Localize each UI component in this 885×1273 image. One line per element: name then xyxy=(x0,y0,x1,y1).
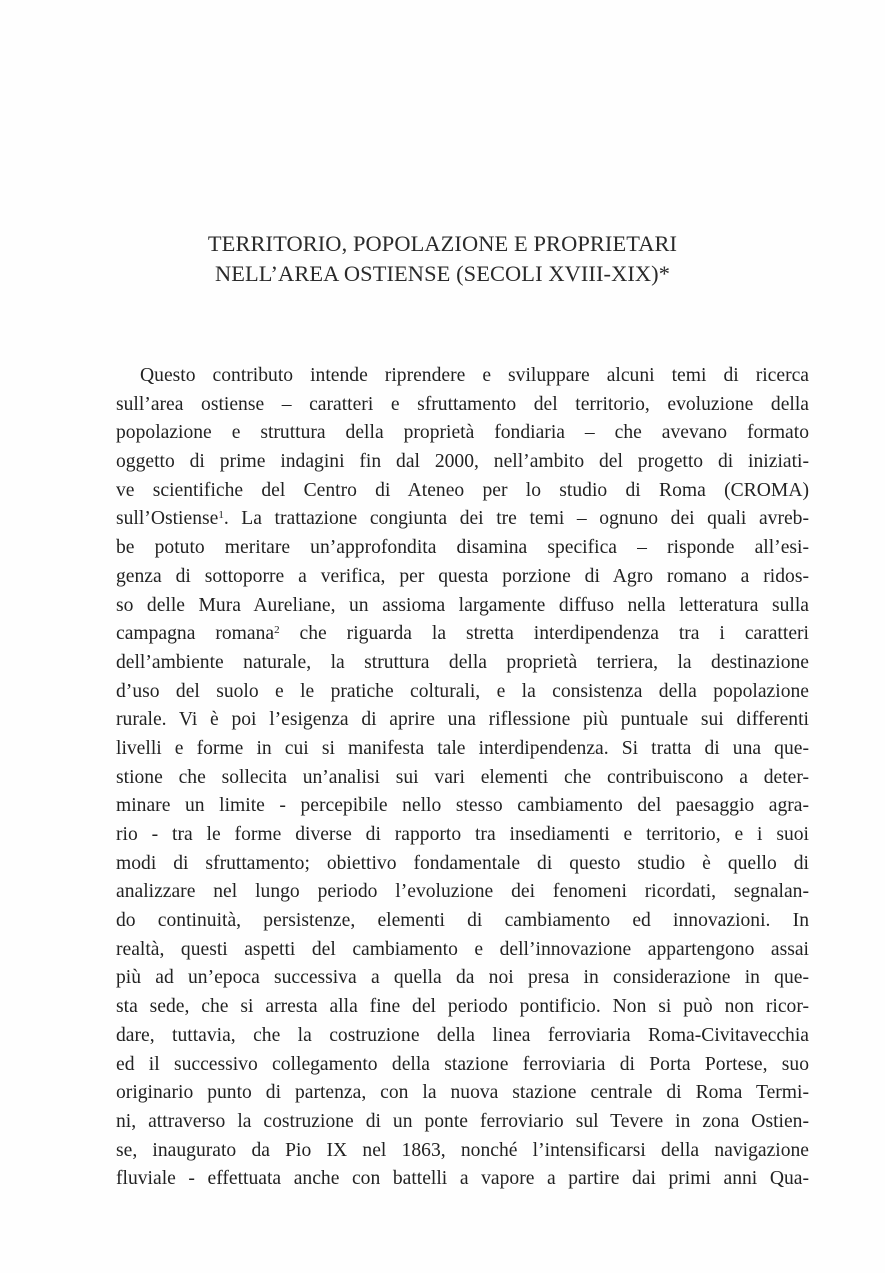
text-line: originario punto di partenza, con la nuova stazione centrale di Roma Termi- xyxy=(116,1082,809,1104)
footnote-ref-1[interactable]: 1 xyxy=(218,509,224,522)
text-line: be potuto meritare un’approfondita disamina specifica – risponde all’esi- xyxy=(116,537,809,559)
text-line-end: . La trattazione congiunta dei tre temi – ognuno dei quali avreb- xyxy=(223,508,809,530)
text-line: sta sede, che si arresta alla fine del periodo pontificio. Non si può non ricor- xyxy=(116,996,809,1018)
text-line: stione che sollecita un’analisi sui vari elementi che contribuiscono a deter- xyxy=(116,766,809,788)
text-line xyxy=(116,505,809,534)
text-line: ve scientifiche del Centro di Ateneo per lo studio di Roma (CROMA) xyxy=(116,479,809,501)
chapter-title-line-1: TERRITORIO, POPOLAZIONE E PROPRIETARI xyxy=(207,231,678,256)
text-line-start: sull’Ostiense xyxy=(116,508,219,530)
text-line: d’uso del suolo e le pratiche colturali, e la consistenza della popolazione xyxy=(116,680,809,702)
text-line: rurale. Vi è poi l’esigenza di aprire una riflessione più puntuale sui differenti xyxy=(116,709,809,731)
text-line: so delle Mura Aureliane, un assioma largamente diffuso nella letteratura sulla xyxy=(116,594,809,616)
body-paragraph xyxy=(116,362,809,1194)
text-line: realtà, questi aspetti del cambiamento e dell’innovazione appartengono assai xyxy=(116,938,809,960)
text-line: se, inaugurato da Pio IX nel 1863, nonché l’intensificarsi della navigazione xyxy=(116,1139,809,1161)
footnote-ref-2[interactable]: 2 xyxy=(274,624,280,637)
text-line: analizzare nel lungo periodo l’evoluzione dei fenomeni ricordati, segnalan- xyxy=(116,881,809,903)
text-line: do continuità, persistenze, elementi di cambiamento ed innovazioni. In xyxy=(116,910,809,932)
text-line: minare un limite - percepibile nello stesso cambiamento del paesaggio agra- xyxy=(116,795,809,817)
text-line: livelli e forme in cui si manifesta tale interdipendenza. Si tratta di una que- xyxy=(116,737,809,759)
text-line: più ad un’epoca successiva a quella da noi presa in considerazione in que- xyxy=(116,967,809,989)
text-line: oggetto di prime indagini fin dal 2000, nell’ambito del progetto di iniziati- xyxy=(116,451,809,473)
text-line: modi di sfruttamento; obiettivo fondamentale di questo studio è quello di xyxy=(116,852,809,874)
chapter-title-line-2: NELL’AREA OSTIENSE (SECOLI XVIII-XIX)* xyxy=(214,261,671,286)
text-line: dell’ambiente naturale, la struttura della proprietà terriera, la destinazione xyxy=(116,651,809,673)
text-line: Questo contributo intende riprendere e sviluppare alcuni temi di ricerca xyxy=(140,365,809,386)
text-line-start: campagna romana xyxy=(116,623,275,645)
text-line-end: che riguarda la stretta interdipendenza tra i caratteri xyxy=(279,623,809,645)
text-line: popolazione e struttura della proprietà fondiaria – che avevano formato xyxy=(116,422,809,444)
text-line: ni, attraverso la costruzione di un ponte ferroviario sul Tevere in zona Ostien- xyxy=(116,1110,809,1132)
chapter-title xyxy=(0,229,885,289)
text-line: rio - tra le forme diverse di rapporto tra insediamenti e territorio, e i suoi xyxy=(116,824,809,845)
text-line: dare, tuttavia, che la costruzione della linea ferroviaria Roma-Civitavecchia xyxy=(116,1024,809,1046)
text-line xyxy=(116,620,809,649)
text-line: genza di sottoporre a verifica, per questa porzione di Agro romano a ridos- xyxy=(116,565,809,587)
text-line: sull’area ostiense – caratteri e sfruttamento del territorio, evoluzione della xyxy=(116,393,809,415)
text-line: fluviale - effettuata anche con battelli a vapore a partire dai primi anni Qua- xyxy=(116,1168,809,1190)
text-line: ed il successivo collegamento della stazione ferroviaria di Porta Portese, suo xyxy=(116,1053,809,1075)
